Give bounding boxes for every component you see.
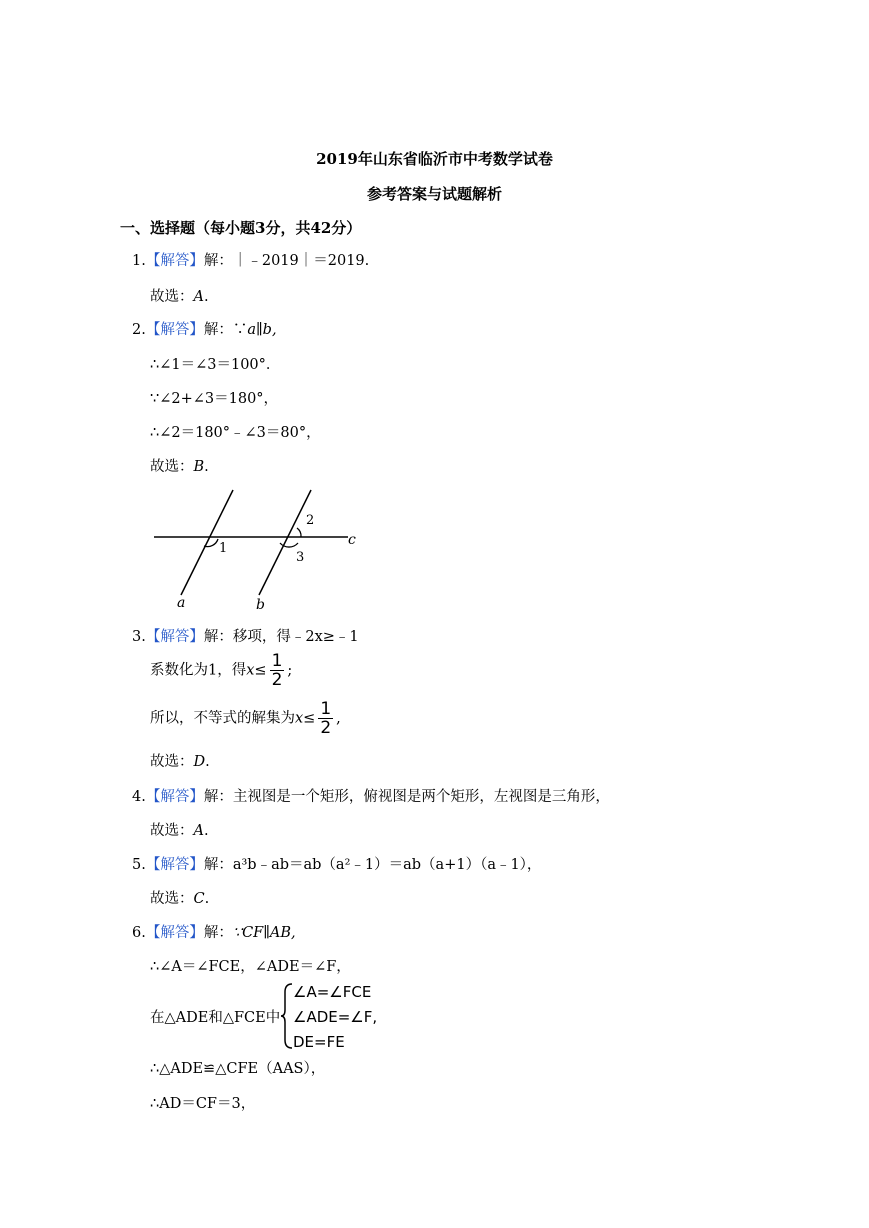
answer-tag: 【解答】: [145, 629, 204, 645]
q3-line3-text: 所以，不等式的解集为: [150, 710, 295, 727]
label-2: 2: [306, 513, 315, 528]
label-1: 1: [219, 541, 228, 556]
choice-period: .: [203, 823, 209, 839]
choice-prefix: 故选：: [150, 754, 194, 770]
q6-answer-line: [132, 921, 296, 942]
q5-answer-line: [132, 853, 541, 874]
q3-number: 3.: [132, 629, 146, 645]
left-brace-icon: [280, 982, 294, 1050]
system-line-2: ∠ADE=∠F,: [293, 1008, 378, 1026]
choice-period: .: [204, 891, 210, 907]
q6-line2: ∴∠A＝∠FCE，∠ADE＝∠F，: [150, 959, 351, 975]
section-heading: 一、选择题（每小题3分，共42分）: [120, 219, 362, 237]
fraction-denominator: 2: [320, 718, 332, 738]
fraction-numerator: 1: [271, 651, 283, 671]
q3-line2: [150, 652, 292, 689]
answer-tag: 【解答】: [145, 253, 204, 269]
q6-number: 6.: [132, 925, 146, 941]
q2-line2: ∴∠1＝∠3＝100°．: [150, 357, 281, 373]
parallel-lines-figure: [148, 485, 368, 613]
equation-system: [293, 980, 377, 1055]
q1-answer-line: [132, 249, 369, 270]
q3-line3-end: ,: [336, 710, 341, 727]
q2-line1: a∥b,: [247, 322, 277, 338]
choice-period: .: [205, 754, 210, 770]
choice-period: .: [204, 459, 209, 475]
q4-text: 主视图是一个矩形，俯视图是两个矩形，左视图是三角形，: [232, 789, 610, 805]
choice-letter: A: [193, 289, 204, 305]
q3-line2-text: 系数化为1，得: [150, 662, 247, 679]
fraction-one-half: [270, 652, 285, 689]
q2-answer-line: [132, 318, 277, 339]
label-c: c: [348, 532, 356, 548]
label-b: b: [256, 597, 265, 613]
choice-letter: A: [193, 823, 204, 839]
jie-label: 解：: [203, 925, 233, 941]
q5-choice: [150, 887, 209, 908]
because-symbol: ∵: [232, 322, 248, 338]
q2-line4: ∴∠2＝180°﹣∠3＝80°，: [150, 425, 321, 441]
jie-label: 解：: [203, 789, 233, 805]
label-3: 3: [296, 550, 305, 565]
answer-tag: 【解答】: [145, 789, 204, 805]
q1-choice: [150, 285, 209, 306]
q2-number: 2.: [132, 322, 146, 338]
q2-choice: [150, 455, 209, 476]
choice-prefix: 故选：: [150, 823, 194, 839]
q2-line3: ∵∠2+∠3＝180°，: [150, 391, 279, 407]
jie-label: 解：: [203, 322, 233, 338]
q3-choice: [150, 750, 210, 771]
q3-line3: [150, 700, 341, 737]
q1-number: 1.: [132, 253, 146, 269]
jie-label: 解：: [203, 253, 233, 269]
q4-choice: [150, 819, 209, 840]
q6-line4: ∴△ADE≌△CFE（AAS），: [150, 1061, 326, 1077]
page-subtitle: 参考答案与试题解析: [366, 185, 502, 203]
system-line-1: ∠A=∠FCE: [293, 983, 372, 1001]
q6-line3: 在△ADE和△FCE中: [150, 1010, 281, 1026]
q4-answer-line: [132, 785, 610, 806]
line-b: [259, 490, 311, 595]
choice-period: .: [203, 289, 209, 305]
q3-line1: 移项，得﹣2x≥﹣1: [232, 629, 359, 645]
q6-line5: ∴AD＝CF＝3，: [150, 1096, 256, 1112]
angle-2-arc: [297, 528, 301, 537]
q5-text: a³b﹣ab＝ab（a²﹣1）＝ab（a+1）（a﹣1），: [232, 857, 542, 873]
choice-letter: B: [193, 459, 205, 475]
choice-prefix: 故选：: [150, 459, 194, 475]
label-a: a: [177, 595, 186, 611]
q3-answer-line: [132, 625, 359, 646]
fraction-numerator: 1: [320, 699, 332, 719]
system-line-3: DE=FE: [293, 1033, 345, 1051]
answer-tag: 【解答】: [145, 925, 204, 941]
q4-number: 4.: [132, 789, 146, 805]
q1-text: ｜﹣2019｜＝2019.: [232, 253, 370, 269]
choice-letter: D: [193, 754, 206, 770]
q3-line3-var: x≤: [295, 710, 316, 727]
q6-line1: ∵CF∥AB,: [232, 925, 296, 941]
jie-label: 解：: [203, 629, 233, 645]
choice-letter: C: [193, 891, 205, 907]
fraction-one-half: [318, 700, 333, 737]
q3-line2-var: x≤: [246, 662, 267, 679]
jie-label: 解：: [203, 857, 233, 873]
choice-prefix: 故选：: [150, 289, 194, 305]
answer-tag: 【解答】: [145, 322, 204, 338]
fraction-denominator: 2: [271, 670, 283, 690]
page-title: 2019年山东省临沂市中考数学试卷: [316, 150, 553, 168]
q5-number: 5.: [132, 857, 146, 873]
choice-prefix: 故选：: [150, 891, 194, 907]
answer-tag: 【解答】: [145, 857, 204, 873]
q3-line2-end: ;: [287, 662, 293, 679]
